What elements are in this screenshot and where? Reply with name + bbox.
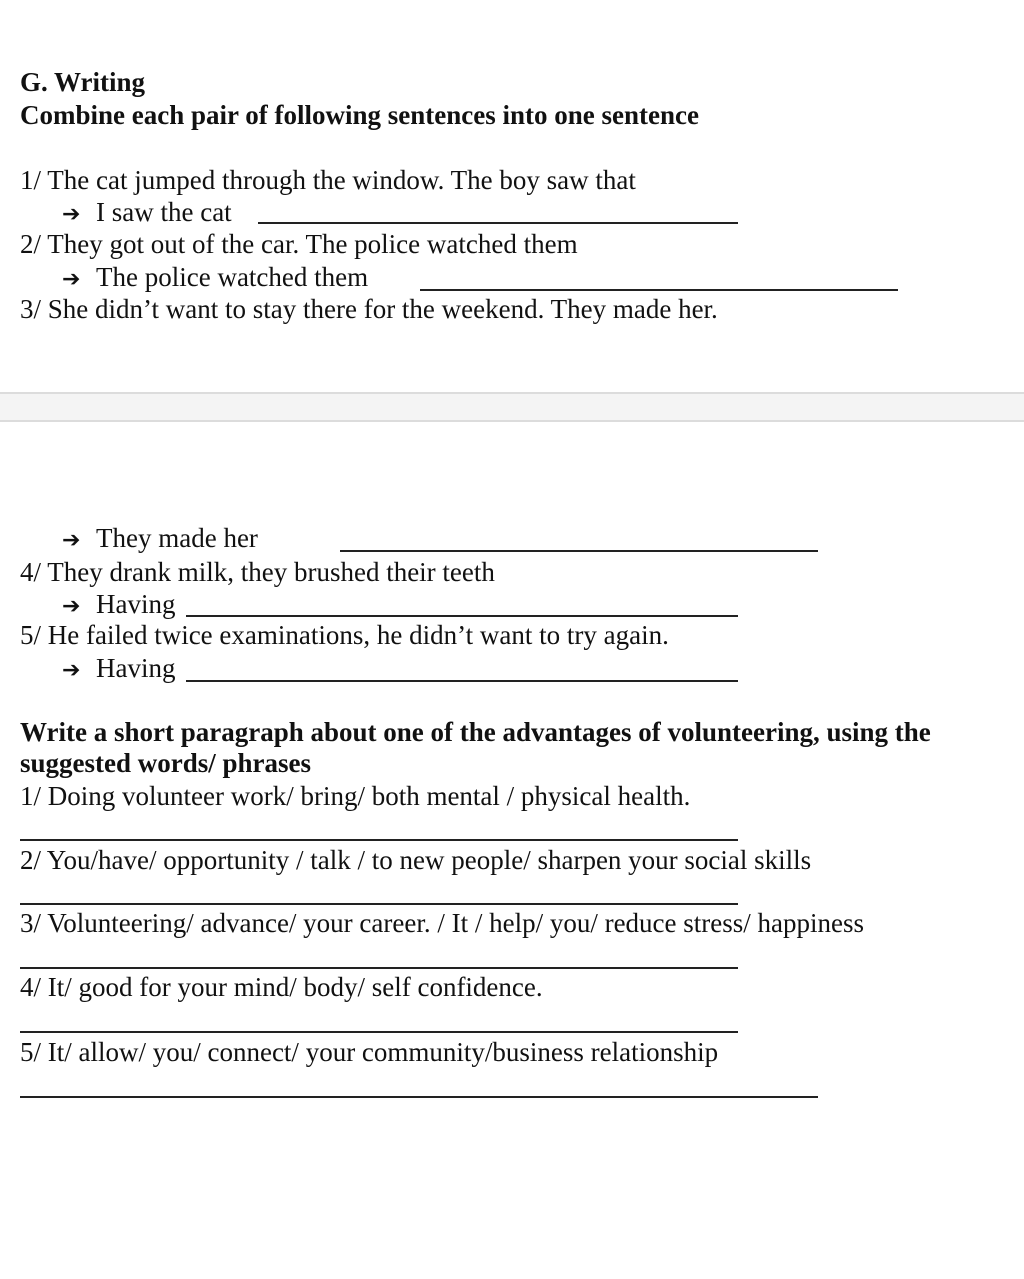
instruction-paragraph-line1: Write a short paragraph about one of the advantages of volunteering, using the	[20, 717, 931, 747]
combine-prompt-4: 4/ They drank milk, they brushed their teeth	[20, 557, 495, 587]
combine-answer-start-2: The police watched them	[96, 262, 369, 292]
combine-answer-start-3: They made her	[96, 523, 258, 553]
instruction-paragraph-line2: suggested words/ phrases	[20, 748, 312, 778]
paragraph-blank-4[interactable]	[20, 1031, 738, 1033]
instruction-combine: Combine each pair of following sentences into one sentence	[20, 100, 699, 130]
combine-answer-start-1: I saw the cat	[96, 197, 232, 227]
combine-prompt-1: 1/ The cat jumped through the window. The boy saw that	[20, 165, 636, 195]
paragraph-blank-5[interactable]	[20, 1096, 818, 1098]
paragraph-prompt-4: 4/ It/ good for your mind/ body/ self confidence.	[20, 972, 543, 1002]
combine-prompt-5: 5/ He failed twice examinations, he didn’t want to try again.	[20, 620, 669, 650]
page-break	[0, 392, 1024, 422]
arrow-right-icon: ➔	[62, 593, 81, 618]
combine-prompt-2: 2/ They got out of the car. The police watched them	[20, 229, 578, 259]
section-title: G. Writing	[20, 67, 146, 97]
answer-blank-2[interactable]	[420, 289, 898, 291]
paragraph-blank-1[interactable]	[20, 839, 738, 841]
answer-blank-1[interactable]	[258, 222, 738, 224]
paragraph-prompt-5: 5/ It/ allow/ you/ connect/ your community/business relationship	[20, 1037, 719, 1067]
combine-answer-row-1	[62, 196, 232, 230]
paragraph-blank-3[interactable]	[20, 967, 738, 969]
combine-answer-row-2	[62, 261, 368, 295]
answer-blank-4[interactable]	[186, 615, 738, 617]
combine-answer-start-5: Having	[96, 653, 176, 683]
arrow-right-icon: ➔	[62, 657, 81, 682]
combine-answer-row-5	[62, 652, 175, 686]
arrow-right-icon: ➔	[62, 527, 81, 552]
combine-answer-row-3	[62, 522, 258, 556]
paragraph-prompt-3: 3/ Volunteering/ advance/ your career. / It / help/ you/ reduce stress/ happiness	[20, 908, 865, 938]
paragraph-prompt-1: 1/ Doing volunteer work/ bring/ both mental / physical health.	[20, 781, 691, 811]
combine-prompt-3: 3/ She didn’t want to stay there for the weekend. They made her.	[20, 294, 718, 324]
answer-blank-5[interactable]	[186, 680, 738, 682]
paragraph-prompt-2: 2/ You/have/ opportunity / talk / to new people/ sharpen your social skills	[20, 845, 812, 875]
answer-blank-3[interactable]	[340, 550, 818, 552]
paragraph-blank-2[interactable]	[20, 903, 738, 905]
arrow-right-icon: ➔	[62, 201, 81, 226]
combine-answer-start-4: Having	[96, 589, 176, 619]
arrow-right-icon: ➔	[62, 266, 81, 291]
combine-answer-row-4	[62, 588, 175, 622]
